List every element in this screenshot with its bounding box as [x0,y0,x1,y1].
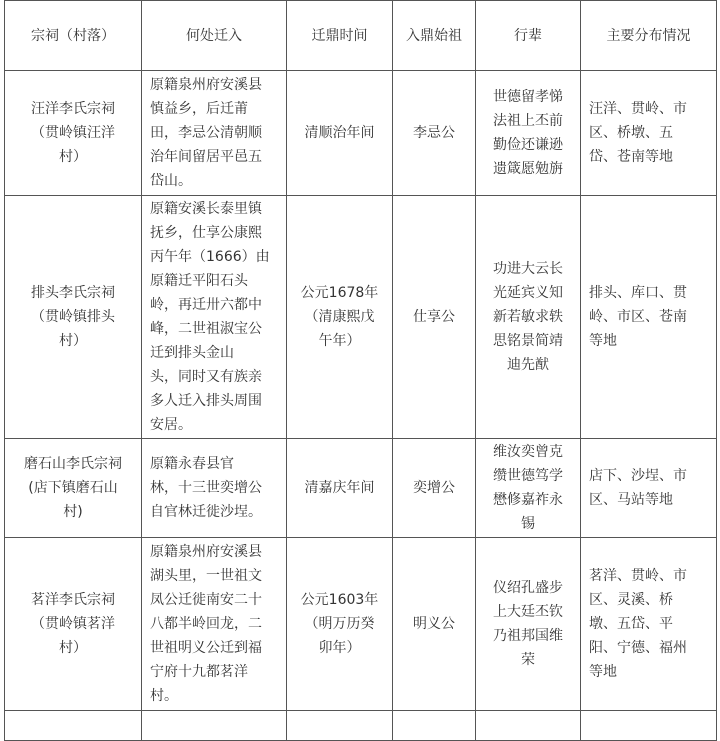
cell-origin: 原籍永春县官 林，十三世奕增公 自官林迁徙沙埕。 [142,439,287,538]
cell-distribution: 店下、沙埕、市 区、马站等地 [581,439,717,538]
table-row-partial [5,711,717,741]
cell-empty [476,711,581,741]
cell-empty [393,711,476,741]
header-ancestor: 入鼎始祖 [393,1,476,71]
cell-generation: 功进大云长 光延宾义知 新若敏求轶 思铭景简靖 迪先猷 [476,196,581,439]
table-row [5,71,717,196]
cell-time: 公元1678年 （清康熙戊 午年） [287,196,393,439]
cell-origin: 原籍泉州府安溪县 湖头里，一世祖文 凤公迁徙南安二十 八都半岭回龙，二 世祖明义公迁到福 宁府十九都茗洋 村。 [142,538,287,711]
cell-distribution: 排头、库口、贯 岭、市区、苍南 等地 [581,196,717,439]
cell-empty [142,711,287,741]
cell-hall: 排头李氏宗祠 （贯岭镇排头 村） [5,196,142,439]
header-origin: 何处迁入 [142,1,287,71]
table-header-row [5,1,717,71]
table-row [5,538,717,711]
table-row [5,196,717,439]
cell-ancestor: 明义公 [393,538,476,711]
cell-hall: 茗洋李氏宗祠 （贯岭镇茗洋 村） [5,538,142,711]
cell-empty [581,711,717,741]
cell-generation: 维汝奕曾克 缵世德笃学 懋修嘉祚永 锡 [476,439,581,538]
cell-ancestor: 李忌公 [393,71,476,196]
cell-generation: 仪绍孔盛步 上大廷丕钦 乃祖邦国维 荣 [476,538,581,711]
lineage-table [4,0,717,741]
cell-hall: 磨石山李氏宗祠 (店下镇磨石山 村) [5,439,142,538]
cell-ancestor: 奕增公 [393,439,476,538]
cell-time: 公元1603年 （明万历癸 卯年） [287,538,393,711]
cell-empty [287,711,393,741]
cell-time: 清顺治年间 [287,71,393,196]
cell-distribution: 汪洋、贯岭、市 区、桥墩、五 岱、苍南等地 [581,71,717,196]
header-time: 迁鼎时间 [287,1,393,71]
cell-generation: 世德留孝悌 法祖上丕前 勤俭还谦逊 遗箴愿勉旃 [476,71,581,196]
table-row [5,439,717,538]
cell-distribution: 茗洋、贯岭、市 区、灵溪、桥 墩、五岱、平 阳、宁德、福州 等地 [581,538,717,711]
cell-time: 清嘉庆年间 [287,439,393,538]
cell-empty [5,711,142,741]
cell-hall: 汪洋李氏宗祠 （贯岭镇汪洋 村） [5,71,142,196]
cell-origin: 原籍安溪长泰里镇 抚乡，仕享公康熙 丙午年（1666）由 原籍迁平阳石头 岭，再迁卅六都中 峰，二世祖淑宝公 迁到排头金山 头，同时又有族亲 多人迁入排头周围 安居。 [142,196,287,439]
cell-origin: 原籍泉州府安溪县 慎益乡，后迁莆 田，李忌公清朝顺 治年间留居平邑五 岱山。 [142,71,287,196]
cell-ancestor: 仕享公 [393,196,476,439]
header-generation: 行辈 [476,1,581,71]
header-distribution: 主要分布情况 [581,1,717,71]
header-hall: 宗祠（村落） [5,1,142,71]
